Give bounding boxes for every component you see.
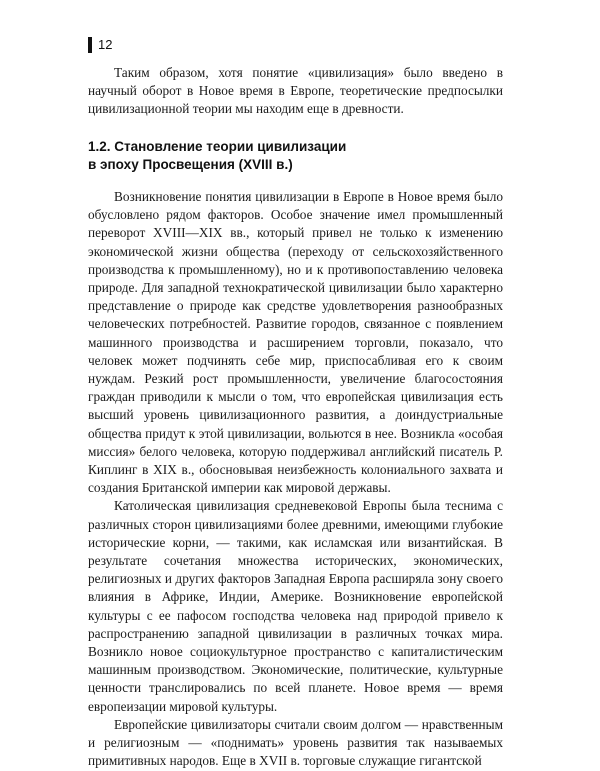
body-paragraph-2: Католическая цивилизация средневековой Европы была теснима с различных сторон цивилизациями более древними, имеющими глубокие исторические корни, — такими, как исламская или византийская. В результате сочетания множества исторических, экономических, религиозных и других факторов Западная Европа расширяла зону своего влияния в Африке, Индии, Америке. Возникновение европейской культуры с ее пафосом господства человека над природой привело к распространению западной цивилизации в различных точках мира. Возникло новое социокультурное пространство с капиталистическим машинным производством. Экономические, политические, культурные ценности транслировались по всей планете. Новое время — время европеизации мировой культуры.: [88, 498, 503, 714]
page-header: [88, 37, 112, 53]
page-number: 12: [98, 37, 113, 52]
section-heading-line-1: 1.2. Становление теории цивилизации: [88, 139, 347, 154]
body-paragraph-3: Европейские цивилизаторы считали своим долгом — нравственным и религиозным — «поднимать» уровень развития так называемых примитивных народов. Еще в XVII в. торговые служащие гигантской: [88, 716, 503, 769]
intro-block: [88, 64, 503, 119]
intro-paragraph: Таким образом, хотя понятие «цивилизация» было введено в научный оборот в Новое время в Европе, теоретические предпосылки цивилизационной теории мы находим еще в древности.: [88, 65, 503, 117]
section-heading-line-2: в эпоху Просвещения (XVIII в.): [88, 157, 293, 172]
body-paragraph-1: Возникновение понятия цивилизации в Европе в Новое время было обусловлено рядом факторов. Особое значение имел промышленный переворот XVIII—XIX вв., который привел не только к изменению экономической жизни общества (переходу от сельскохозяйственного производства к промышленному), но и к противопоставлению человека природе. Для западной технократической цивилизации было характерно представление о природе как средстве удовлетворения разнообразных человеческих потребностей. Развитие городов, связанное с появлением машинного производства и расширением торговли, показало, что человек может подчинять себе мир, приспосабливая его к своим нуждам. Резкий рост промышленности, увеличение благосостояния граждан приводили к мысли о том, что европейская цивилизация есть высший уровень цивилизационного развития, а доиндустриальные общества придут к этой цивилизации, вольются в нее. Возникла «особая миссия» белого человека, которую поддерживал английский писатель Р. Киплинг в XIX в., обосновывая неизбежность колониального захвата и создания Британской империи как мировой державы.: [88, 189, 503, 496]
section-body: [88, 188, 503, 771]
section-heading: [88, 138, 503, 174]
header-marker-bar: [88, 37, 92, 53]
